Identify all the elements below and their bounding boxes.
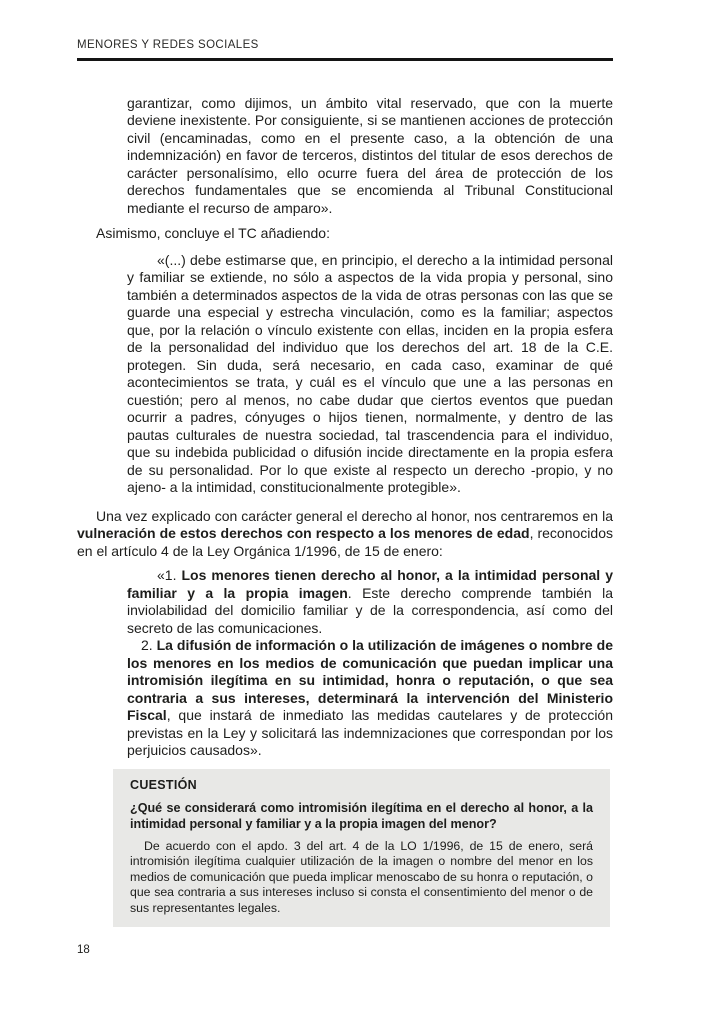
question-box-answer: De acuerdo con el apdo. 3 del art. 4 de la LO 1/1996, de 15 de enero, será intromisión ilegítima cualquier utilización de la imagen o nombre del menor en los medios de comunicación que pueda implicar menoscabo de su honra o reputación, o que sea contraria a sus intereses incluso si consta el consentimiento del menor o de sus representantes legales. (130, 838, 593, 915)
page-header (77, 0, 613, 61)
paragraph-asimismo: Asimismo, concluye el TC añadiendo: (96, 225, 330, 241)
quote-block-article4 (77, 567, 613, 760)
page-content (77, 0, 613, 927)
paragraph-una-vez: Una vez explicado con carácter general el derecho al honor, nos centraremos en la vulneración de estos derechos con respecto a los menores de edad, reconocidos en el artículo 4 de la Ley Orgánica 1/1996, de 15 de enero: (77, 507, 613, 559)
quote-article4-item1: «1. Los menores tienen derecho al honor, a la intimidad personal y familiar y a la propia imagen. Este derecho comprende también la inviolabilidad del domicilio familiar y de la correspondencia, así como del secreto de las comunicaciones. (127, 567, 613, 636)
page-body (77, 61, 613, 928)
page-number: 18 (77, 944, 90, 956)
running-header-title: MENORES Y REDES SOCIALES (77, 39, 259, 51)
question-box (113, 769, 610, 928)
quote-article4-item2: 2. La difusión de información o la utilización de imágenes o nombre de los menores en los medios de comunicación que puedan implicar una intromisión ilegítima en su intimidad, honra o reputación, o que sea contraria a sus intereses, determinará la intervención del Ministerio Fiscal, que instará de inmediato las medidas cautelares y de protección previstas en la Ley y solicitará las indemnizaciones que correspondan por los perjuicios causados». (127, 637, 613, 758)
quote-paragraph-tc-2: «(...) debe estimarse que, en principio, el derecho a la intimidad personal y familiar se extiende, no sólo a aspectos de la vida propia y personal, sino también a determinados aspectos de la vida de otras personas con las que se guarde una especial y estrecha vinculación, como es la familiar; aspectos que, por la relación o vínculo existente con ellas, inciden en la propia esfera de la personalidad del individuo que los derechos del art. 18 de la C.E. protegen. Sin duda, será necesario, en cada caso, examinar de qué acontecimientos se trata, y cuál es el vínculo que une a las personas en cuestión; pero al menos, no cabe dudar que ciertos eventos que puedan ocurrir a padres, cónyuges o hijos tienen, normalmente, y dentro de las pautas culturales de nuestra sociedad, tal trascendencia para el individuo, que su indebida publicidad o difusión incide directamente en la propia esfera de su personalidad. Por lo que existe al respecto un derecho -propio, y no ajeno- a la intimidad, constitucionalmente protegible». (127, 251, 613, 495)
quote-paragraph-tc-1: garantizar, como dijimos, un ámbito vital reservado, que con la muerte deviene inexistente. Por consiguiente, si se mantienen acciones de protección civil (encaminadas, como en el presente caso, a la obtención de una indemnización) en favor de terceros, distintos del titular de esos derechos de carácter personalísimo, ello ocurre fuera del área de protección de los derechos fundamentales que se encomienda al Tribunal Constitucional mediante el recurso de amparo». (127, 94, 613, 216)
question-box-title: CUESTIÓN (130, 777, 197, 792)
question-box-question: ¿Qué se considerará como intromisión ilegítima en el derecho al honor, a la intimidad personal y familiar y a la propia imagen del menor? (130, 800, 593, 831)
